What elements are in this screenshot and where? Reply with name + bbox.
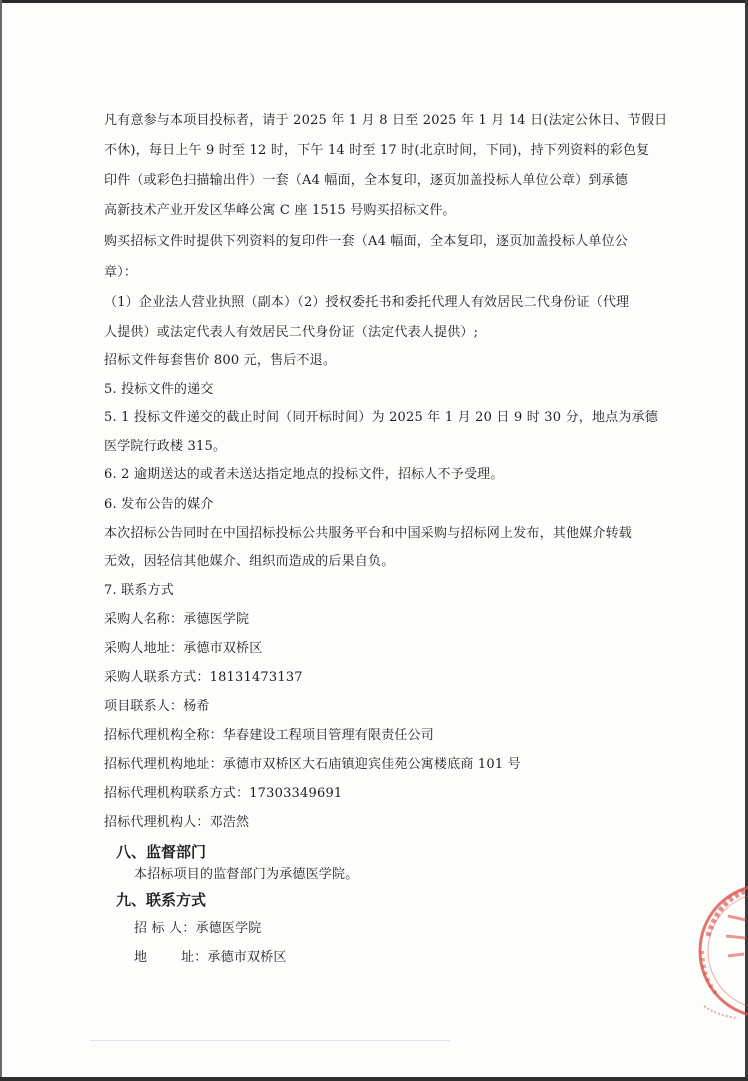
company-seal-stamp <box>688 876 748 1026</box>
purchaser-address: 采购人地址：承德市双桥区 <box>104 641 263 656</box>
agency-address: 招标代理机构地址：承德市双桥区大石庙镇迎宾佳苑公寓楼底商 101 号 <box>104 757 521 772</box>
paragraph-2-line-1: 购买招标文件时提供下列资料的复印件一套（A4 幅面，全本复印，逐页加盖投标人单位公 <box>104 234 628 249</box>
section-6-title: 6. 发布公告的媒介 <box>104 497 214 512</box>
paragraph-2-line-2: 章）： <box>104 265 138 280</box>
section-8-line-1: 本招标项目的监督部门为承德医学院。 <box>134 867 359 882</box>
purchaser-contact: 采购人联系方式：18131473137 <box>104 670 303 685</box>
address-label: 地 <box>134 950 148 965</box>
section-7-title: 7. 联系方式 <box>104 583 174 598</box>
paragraph-1-line-3: 印件（或彩色扫描输出件）一套（A4 幅面，全本复印，逐页加盖投标人单位公章）到承德 <box>104 173 628 188</box>
section-5-item-1-line-2: 医学院行政楼 315。 <box>104 439 227 454</box>
scan-border-bottom <box>0 1077 748 1081</box>
address-value: 址：承德市双桥区 <box>181 950 287 965</box>
section-9-title: 九、联系方式 <box>116 891 207 909</box>
paragraph-3-line-1: （1）企业法人营业执照（副本）（2）授权委托书和委托代理人有效居民二代身份证（代理 <box>104 295 630 310</box>
paragraph-1-line-4: 高新技术产业开发区华峰公寓 C 座 1515 号购买招标文件。 <box>104 203 456 218</box>
project-contact: 项目联系人：杨希 <box>104 699 210 714</box>
price-line: 招标文件每套售价 800 元，售后不退。 <box>104 353 337 368</box>
section-5-item-1-line-1: 5. 1 投标文件递交的截止时间（同开标时间）为 2025 年 1 月 20 日 9 时 30 分，地点为承德 <box>104 410 658 425</box>
agency-person: 招标代理机构人：邓浩然 <box>104 815 250 830</box>
section-5-title: 5. 投标文件的递交 <box>104 382 214 397</box>
agency-phone: 招标代理机构联系方式：17303349691 <box>104 786 343 801</box>
purchaser-name: 采购人名称：承德医学院 <box>104 612 250 627</box>
section-5-item-2: 6. 2 逾期送达的或者未送达指定地点的投标文件，招标人不予受理。 <box>104 467 504 482</box>
paragraph-1-line-2: 不休)，每日上午 9 时至 12 时，下午 14 时至 17 时(北京时间，下同)，持下列资料的彩色复 <box>104 143 650 158</box>
tenderer-line: 招 标 人：承德医学院 <box>134 921 262 936</box>
section-6-line-2: 无效，因轻信其他媒介、组织而造成的后果自负。 <box>104 554 395 569</box>
paragraph-3-line-2: 人提供）或法定代表人有效居民二代身份证（法定代表人提供）; <box>104 325 479 340</box>
faint-footer-rule <box>90 1040 450 1041</box>
agency-name: 招标代理机构全称：华春建设工程项目管理有限责任公司 <box>104 728 435 743</box>
section-8-title: 八、监督部门 <box>116 843 207 861</box>
scan-border-left <box>0 0 2 1081</box>
scan-border-top <box>0 0 748 3</box>
section-6-line-1: 本次招标公告同时在中国招标投标公共服务平台和中国采购与招标网上发布，其他媒介转载 <box>104 526 633 541</box>
paragraph-1-line-1: 凡有意参与本项目投标者，请于 2025 年 1 月 8 日至 2025 年 1 月 14 日(法定公休日、节假日 <box>104 113 668 128</box>
